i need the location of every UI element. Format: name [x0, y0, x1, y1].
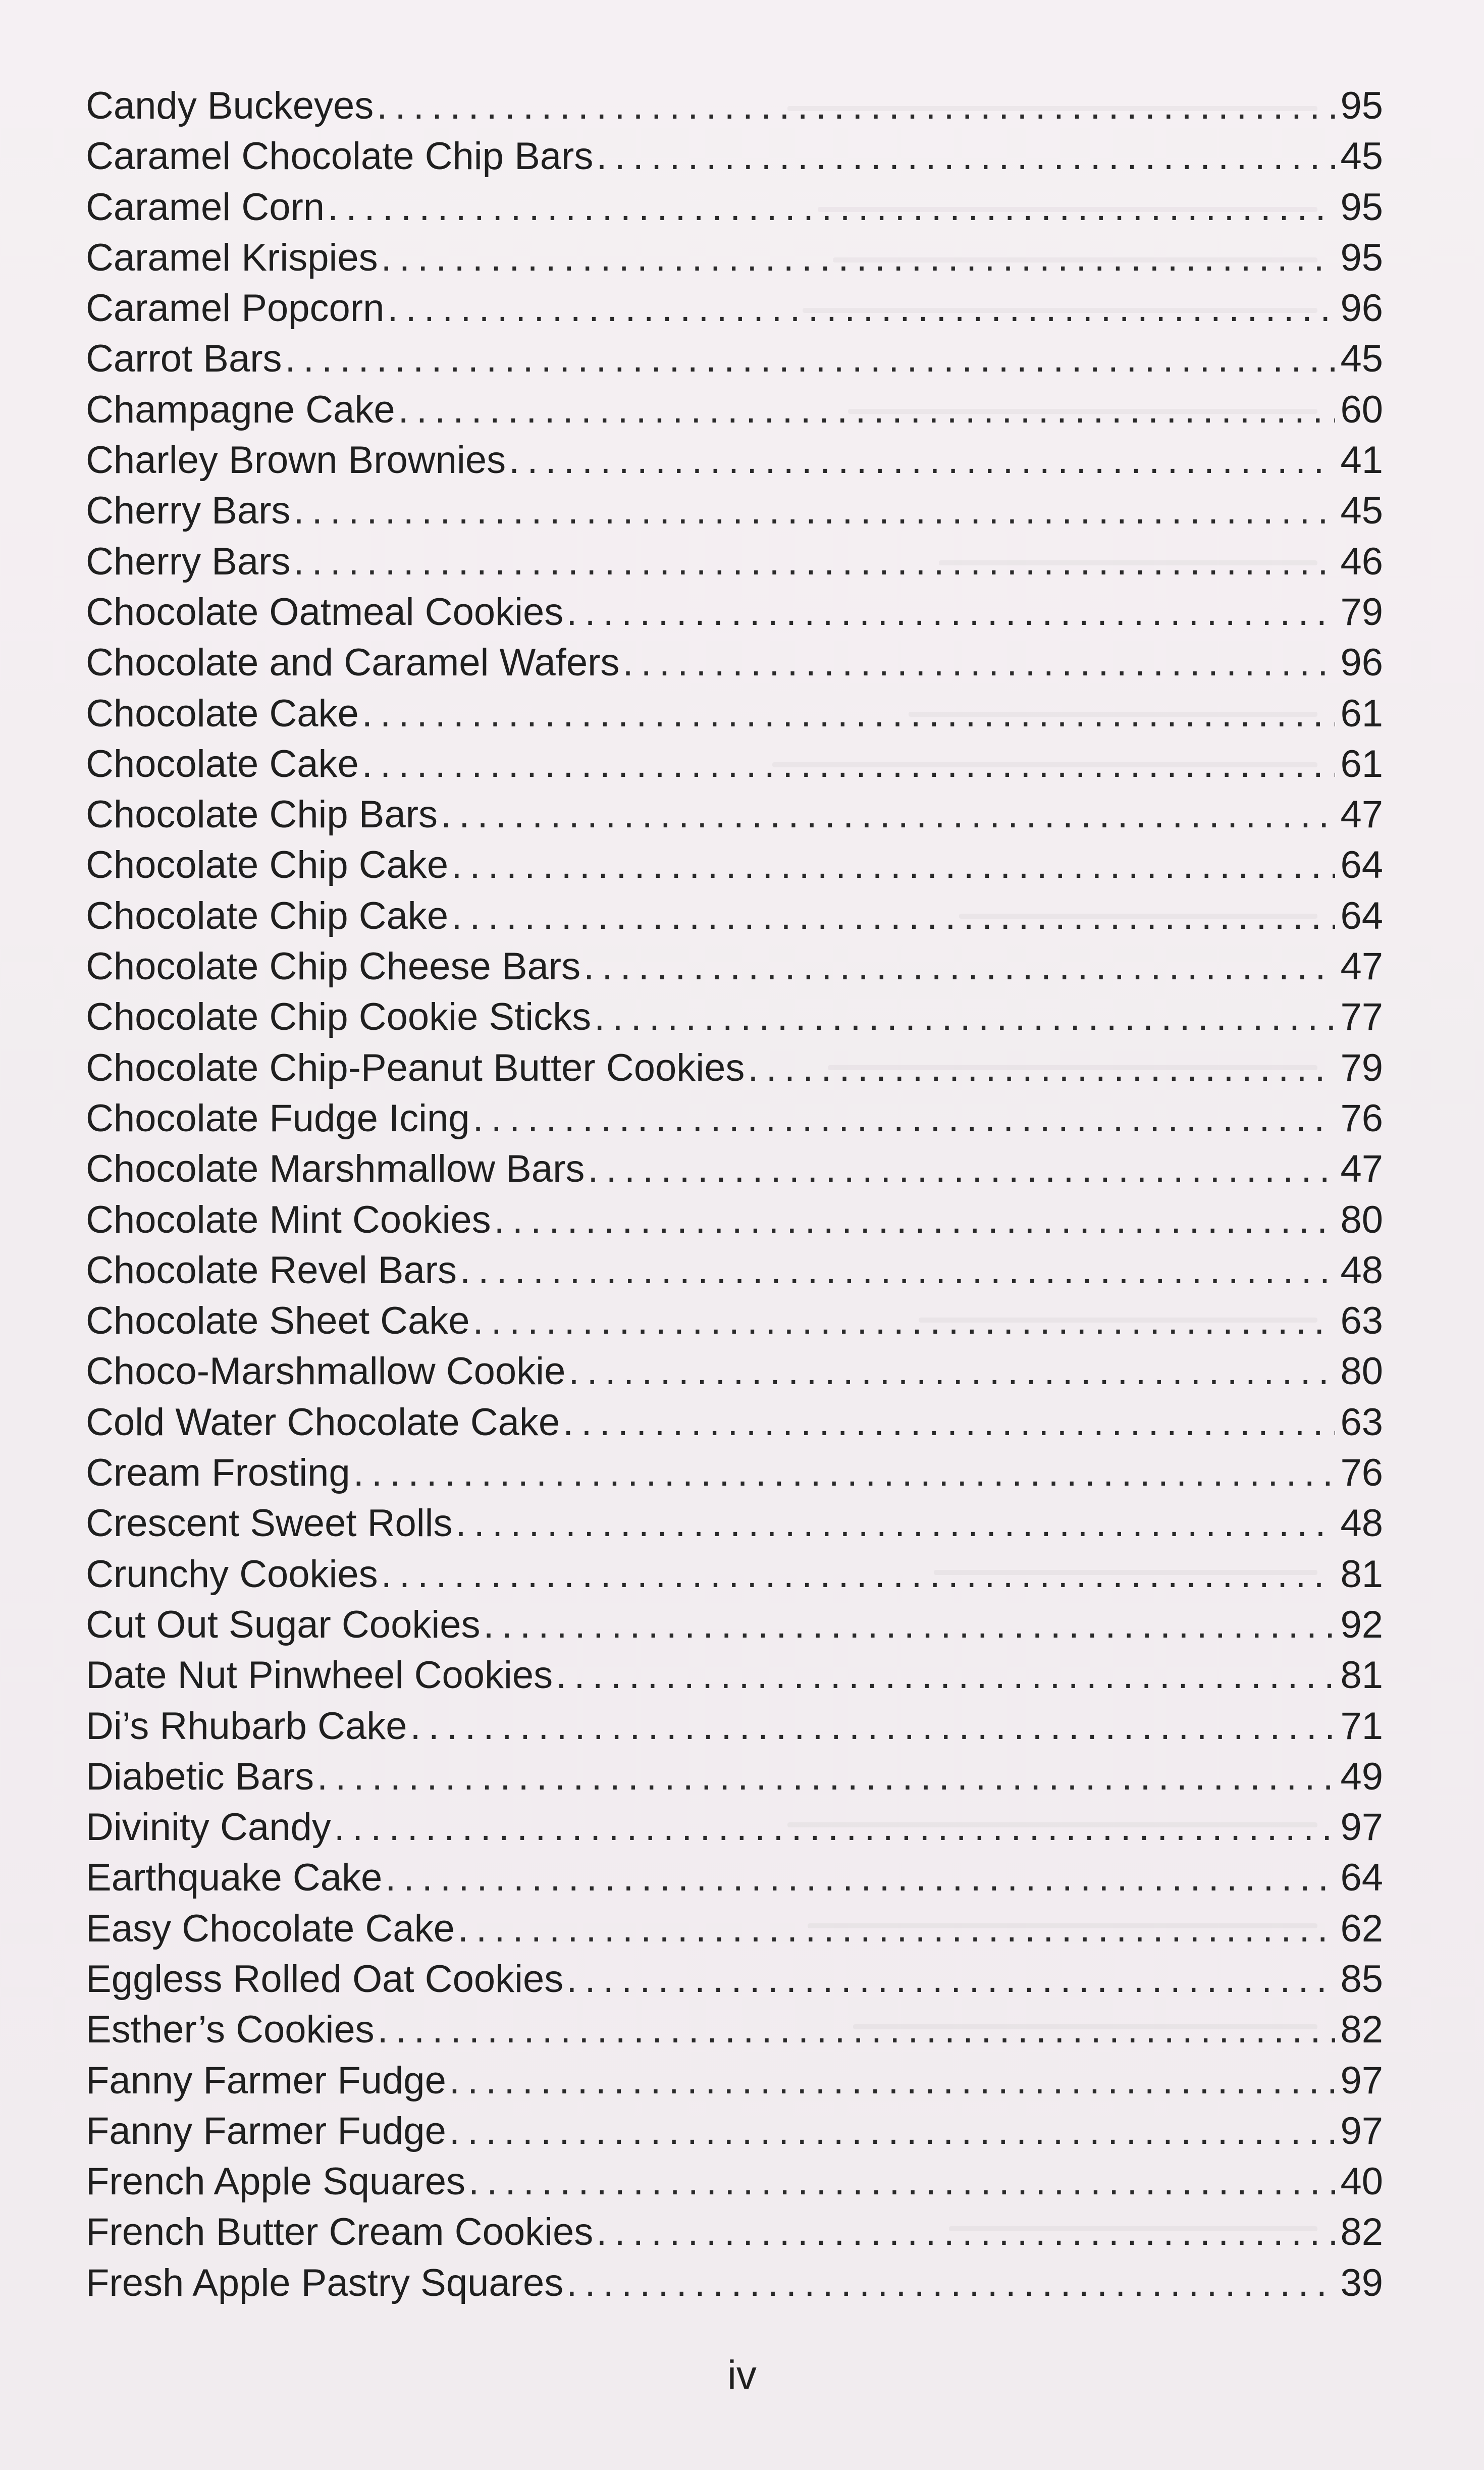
recipe-title: Chocolate Chip Cake [86, 844, 449, 887]
dot-leader [494, 1195, 1336, 1245]
index-entry [86, 1954, 1383, 2005]
index-entry [86, 689, 1383, 739]
recipe-page-number: 45 [1340, 135, 1383, 178]
recipe-title: Earthquake Cake [86, 1856, 383, 1900]
recipe-page-number: 80 [1340, 1198, 1383, 1241]
recipe-page-number: 40 [1340, 2160, 1383, 2203]
index-entry [86, 1549, 1383, 1600]
recipe-title: Choco-Marshmallow Cookie [86, 1350, 566, 1393]
index-entry [86, 1296, 1383, 1346]
recipe-page-number: 64 [1340, 894, 1383, 937]
recipe-page-number: 47 [1340, 1147, 1383, 1191]
dot-leader [387, 283, 1335, 334]
recipe-page-number: 97 [1340, 2059, 1383, 2102]
index-entry [86, 1701, 1383, 1752]
index-entry [86, 992, 1383, 1042]
index-entry [86, 233, 1383, 283]
recipe-title: Cherry Bars [86, 489, 291, 533]
recipe-title: Chocolate Marshmallow Bars [86, 1147, 585, 1191]
index-entry [86, 790, 1383, 840]
dot-leader [566, 587, 1335, 638]
recipe-page-number: 45 [1340, 489, 1383, 533]
recipe-title: Fanny Farmer Fudge [86, 2059, 446, 2102]
recipe-title: French Butter Cream Cookies [86, 2211, 594, 2254]
index-entry [86, 891, 1383, 941]
dot-leader [556, 1650, 1335, 1701]
index-entry [86, 941, 1383, 992]
index-entry [86, 385, 1383, 435]
dot-leader [449, 2056, 1336, 2106]
recipe-title: Charley Brown Brownies [86, 439, 506, 482]
index-entry [86, 1650, 1383, 1701]
recipe-title: Caramel Chocolate Chip Bars [86, 135, 594, 178]
recipe-title: Caramel Krispies [86, 236, 378, 279]
recipe-page-number: 81 [1340, 1552, 1383, 1596]
dot-leader [293, 486, 1335, 536]
recipe-page-number: 47 [1340, 945, 1383, 988]
index-entry [86, 2056, 1383, 2106]
index-entry [86, 840, 1383, 890]
recipe-page-number: 76 [1340, 1451, 1383, 1495]
page-number-folio: iv [727, 2352, 757, 2397]
recipe-title: Eggless Rolled Oat Cookies [86, 1957, 564, 2001]
index-entry [86, 1802, 1383, 1853]
recipe-title: Chocolate Chip Cheese Bars [86, 945, 581, 988]
recipe-title: Cut Out Sugar Cookies [86, 1603, 481, 1646]
index-entry [86, 2258, 1383, 2308]
recipe-title: Chocolate Chip Cake [86, 894, 449, 937]
recipe-page-number: 61 [1340, 742, 1383, 785]
index-entry [86, 131, 1383, 182]
dot-leader [451, 891, 1335, 941]
recipe-page-number: 64 [1340, 1856, 1383, 1900]
dot-leader [451, 840, 1335, 890]
recipe-page-number: 64 [1340, 844, 1383, 887]
recipe-title: Chocolate and Caramel Wafers [86, 641, 620, 685]
index-entry [86, 2005, 1383, 2055]
recipe-page-number: 82 [1340, 2008, 1383, 2052]
dot-leader [285, 334, 1336, 384]
recipe-page-number: 49 [1340, 1755, 1383, 1798]
dot-leader [484, 1600, 1336, 1650]
dot-leader [563, 1397, 1335, 1448]
dot-leader [566, 1954, 1335, 2005]
index-entry [86, 1195, 1383, 1245]
index-entry [86, 486, 1383, 536]
index-entry [86, 2106, 1383, 2157]
recipe-page-number: 80 [1340, 1350, 1383, 1393]
dot-leader [381, 1549, 1336, 1600]
dot-leader [378, 2005, 1336, 2055]
recipe-title: Chocolate Oatmeal Cookies [86, 590, 564, 634]
dot-leader [566, 2258, 1335, 2308]
recipe-page-number: 81 [1340, 1654, 1383, 1697]
recipe-page-number: 79 [1340, 1046, 1383, 1089]
index-entry [86, 1600, 1383, 1650]
dot-leader [472, 1296, 1335, 1346]
dot-leader [588, 1144, 1335, 1194]
recipe-page-number: 92 [1340, 1603, 1383, 1646]
index-entry [86, 334, 1383, 384]
index-entry [86, 435, 1383, 486]
dot-leader [334, 1802, 1336, 1853]
recipe-title: Chocolate Chip Bars [86, 793, 438, 836]
index-entry [86, 283, 1383, 334]
dot-leader [594, 992, 1335, 1042]
recipe-page-number: 48 [1340, 1502, 1383, 1545]
recipe-page-number: 96 [1340, 287, 1383, 330]
recipe-title: Crescent Sweet Rolls [86, 1502, 453, 1545]
index-entry [86, 81, 1383, 131]
recipe-title: Chocolate Cake [86, 692, 359, 735]
dot-leader [410, 1701, 1335, 1752]
index-entry [86, 182, 1383, 233]
recipe-page-number: 85 [1340, 1957, 1383, 2001]
index-entry [86, 1245, 1383, 1296]
dot-leader [456, 1498, 1336, 1549]
recipe-page-number: 60 [1340, 388, 1383, 431]
index-entry [86, 1043, 1383, 1093]
recipe-title: Chocolate Mint Cookies [86, 1198, 491, 1241]
recipe-page-number: 71 [1340, 1704, 1383, 1748]
recipe-title: Fanny Farmer Fudge [86, 2109, 446, 2152]
recipe-title: Crunchy Cookies [86, 1552, 378, 1596]
recipe-page-number: 95 [1340, 185, 1383, 229]
dot-leader [568, 1346, 1335, 1397]
recipe-page-number: 41 [1340, 439, 1383, 482]
dot-leader [472, 1093, 1335, 1144]
recipe-page-number: 63 [1340, 1299, 1383, 1343]
dot-leader [596, 2207, 1335, 2257]
recipe-title: Date Nut Pinwheel Cookies [86, 1654, 553, 1697]
recipe-title: Chocolate Fudge Icing [86, 1096, 470, 1140]
index-entry [86, 1346, 1383, 1397]
recipe-title: Caramel Popcorn [86, 287, 385, 330]
recipe-title: Carrot Bars [86, 337, 282, 381]
dot-leader [328, 182, 1335, 233]
dot-leader [509, 435, 1335, 486]
dot-leader [385, 1853, 1335, 1903]
recipe-title: Candy Buckeyes [86, 84, 374, 127]
recipe-title: Chocolate Cake [86, 742, 359, 785]
dot-leader [317, 1752, 1335, 1802]
recipe-page-number: 62 [1340, 1907, 1383, 1950]
recipe-title: Champagne Cake [86, 388, 395, 431]
dot-leader [622, 638, 1335, 688]
recipe-title: French Apple Squares [86, 2160, 466, 2203]
index-entry [86, 537, 1383, 587]
recipe-title: Caramel Corn [86, 185, 325, 229]
recipe-title: Cream Frosting [86, 1451, 350, 1495]
recipe-page-number: 96 [1340, 641, 1383, 685]
recipe-title: Fresh Apple Pastry Squares [86, 2261, 564, 2304]
recipe-page-number: 77 [1340, 995, 1383, 1039]
recipe-page-number: 95 [1340, 236, 1383, 279]
recipe-page-number: 97 [1340, 1806, 1383, 1849]
recipe-title: Esther’s Cookies [86, 2008, 375, 2052]
index-entry [86, 1093, 1383, 1144]
dot-leader [596, 131, 1335, 182]
index-entry [86, 1448, 1383, 1498]
index-entry [86, 2207, 1383, 2257]
recipe-title: Divinity Candy [86, 1806, 331, 1849]
recipe-title: Chocolate Sheet Cake [86, 1299, 470, 1343]
recipe-title: Di’s Rhubarb Cake [86, 1704, 407, 1748]
index-entry [86, 2157, 1383, 2207]
index-entry [86, 739, 1383, 790]
index-entry [86, 1397, 1383, 1448]
index-entry [86, 638, 1383, 688]
recipe-title: Chocolate Chip Cookie Sticks [86, 995, 592, 1039]
dot-leader [377, 81, 1335, 131]
dot-leader [458, 1904, 1336, 1954]
recipe-page-number: 82 [1340, 2211, 1383, 2254]
dot-leader [362, 739, 1336, 790]
recipe-title: Chocolate Chip-Peanut Butter Cookies [86, 1046, 745, 1089]
dot-leader [381, 233, 1336, 283]
dot-leader [584, 941, 1335, 992]
recipe-title: Cold Water Chocolate Cake [86, 1400, 560, 1444]
index-entry [86, 1853, 1383, 1903]
index-entry [86, 1904, 1383, 1954]
dot-leader [441, 790, 1335, 840]
index-entry [86, 587, 1383, 638]
dot-leader [362, 689, 1336, 739]
recipe-title: Diabetic Bars [86, 1755, 314, 1798]
dot-leader [468, 2157, 1335, 2207]
recipe-index-list [86, 81, 1383, 2308]
recipe-title: Easy Chocolate Cake [86, 1907, 455, 1950]
dot-leader [293, 537, 1335, 587]
dot-leader [398, 385, 1336, 435]
recipe-page-number: 48 [1340, 1248, 1383, 1292]
dot-leader [460, 1245, 1335, 1296]
recipe-page-number: 95 [1340, 84, 1383, 127]
recipe-page-number: 39 [1340, 2261, 1383, 2304]
index-entry [86, 1498, 1383, 1549]
recipe-page-number: 97 [1340, 2109, 1383, 2152]
dot-leader [449, 2106, 1336, 2157]
recipe-page-number: 61 [1340, 692, 1383, 735]
index-entry [86, 1144, 1383, 1194]
recipe-page-number: 76 [1340, 1096, 1383, 1140]
recipe-page-number: 63 [1340, 1400, 1383, 1444]
recipe-page-number: 45 [1340, 337, 1383, 381]
recipe-page-number: 47 [1340, 793, 1383, 836]
recipe-page-number: 79 [1340, 590, 1383, 634]
recipe-title: Cherry Bars [86, 540, 291, 583]
dot-leader [353, 1448, 1336, 1498]
index-entry [86, 1752, 1383, 1802]
recipe-title: Chocolate Revel Bars [86, 1248, 457, 1292]
recipe-page-number: 46 [1340, 540, 1383, 583]
dot-leader [748, 1043, 1335, 1093]
